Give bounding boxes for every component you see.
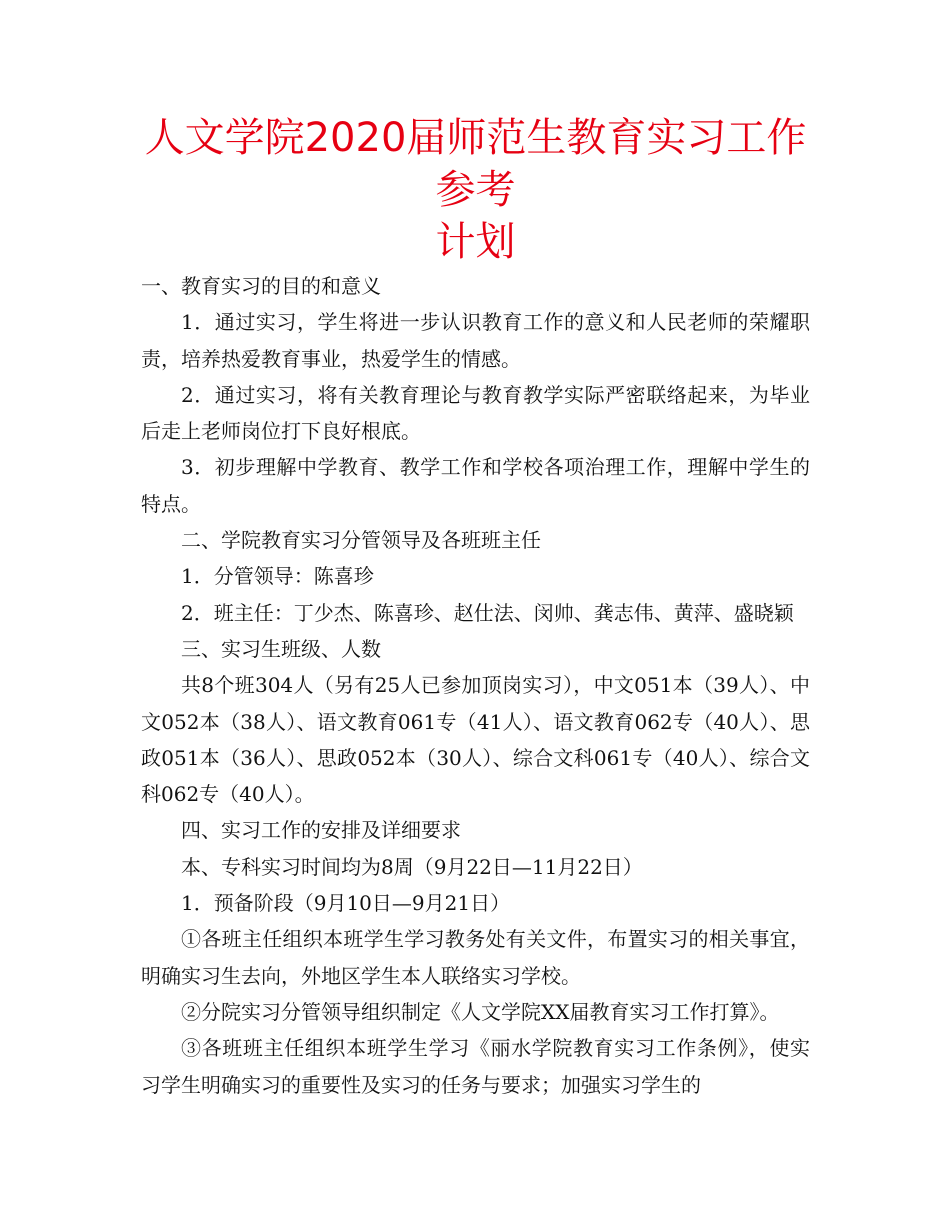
section-heading-3: 三、实习生班级、人数 (181, 636, 381, 661)
paragraph-purpose-3: 3．初步理解中学教育、教学工作和学校各项治理工作，理解中学生的特点。 (141, 455, 810, 516)
paragraph-leader: 1．分管领导：陈喜珍 (181, 564, 374, 589)
section-heading-1: 一、教育实习的目的和意义 (141, 274, 381, 298)
paragraph-duration: 本、专科实习时间均为8周（9月22日—11月22日） (181, 854, 643, 879)
paragraph-class-counts: 共8个班304人（另有25人已参加顶岗实习），中文051本（39人）、中文052本（38人）、语文教育061专（41人）、语文教育062专（40人）、思政051本（36人）、思政052本（30人）、综合文科061专（40人）、综合文科062专（40人）。 (141, 673, 810, 807)
paragraph-prep-item-3: ③各班班主任组织本班学生学习《丽水学院教育实习工作条例》，使实习学生明确实习的重要性及实习的任务与要求；加强实习学生的 (141, 1036, 810, 1097)
title-line-2: 计划 (435, 219, 516, 265)
paragraph-purpose-1: 1．通过实习，学生将进一步认识教育工作的意义和人民老师的荣耀职责，培养热爱教育事业，热爱学生的情感。 (141, 310, 810, 371)
paragraph-prep-item-1: ①各班主任组织本班学生学习教务处有关文件，布置实习的相关事宜，明确实习生去向，外地区学生本人联络实习学校。 (141, 927, 810, 988)
section-heading-4: 四、实习工作的安排及详细要求 (181, 818, 461, 843)
document-body (141, 268, 810, 1103)
paragraph-head-teachers: 2．班主任：丁少杰、陈喜珍、赵仕法、闵帅、龚志伟、黄萍、盛晓颖 (181, 600, 794, 625)
paragraph-prep-stage: 1．预备阶段（9月10日—9月21日） (181, 891, 511, 916)
section-heading-2: 二、学院教育实习分管领导及各班班主任 (181, 528, 541, 553)
paragraph-purpose-2: 2．通过实习，将有关教育理论与教育教学实际严密联络起来，为毕业后走上老师岗位打下良好根底。 (141, 382, 810, 444)
document-title (141, 112, 810, 268)
paragraph-prep-item-2: ②分院实习分管领导组织制定《人文学院XX届教育实习工作打算》。 (181, 999, 780, 1024)
title-line-1: 人文学院2020届师范生教育实习工作参考 (144, 115, 807, 213)
